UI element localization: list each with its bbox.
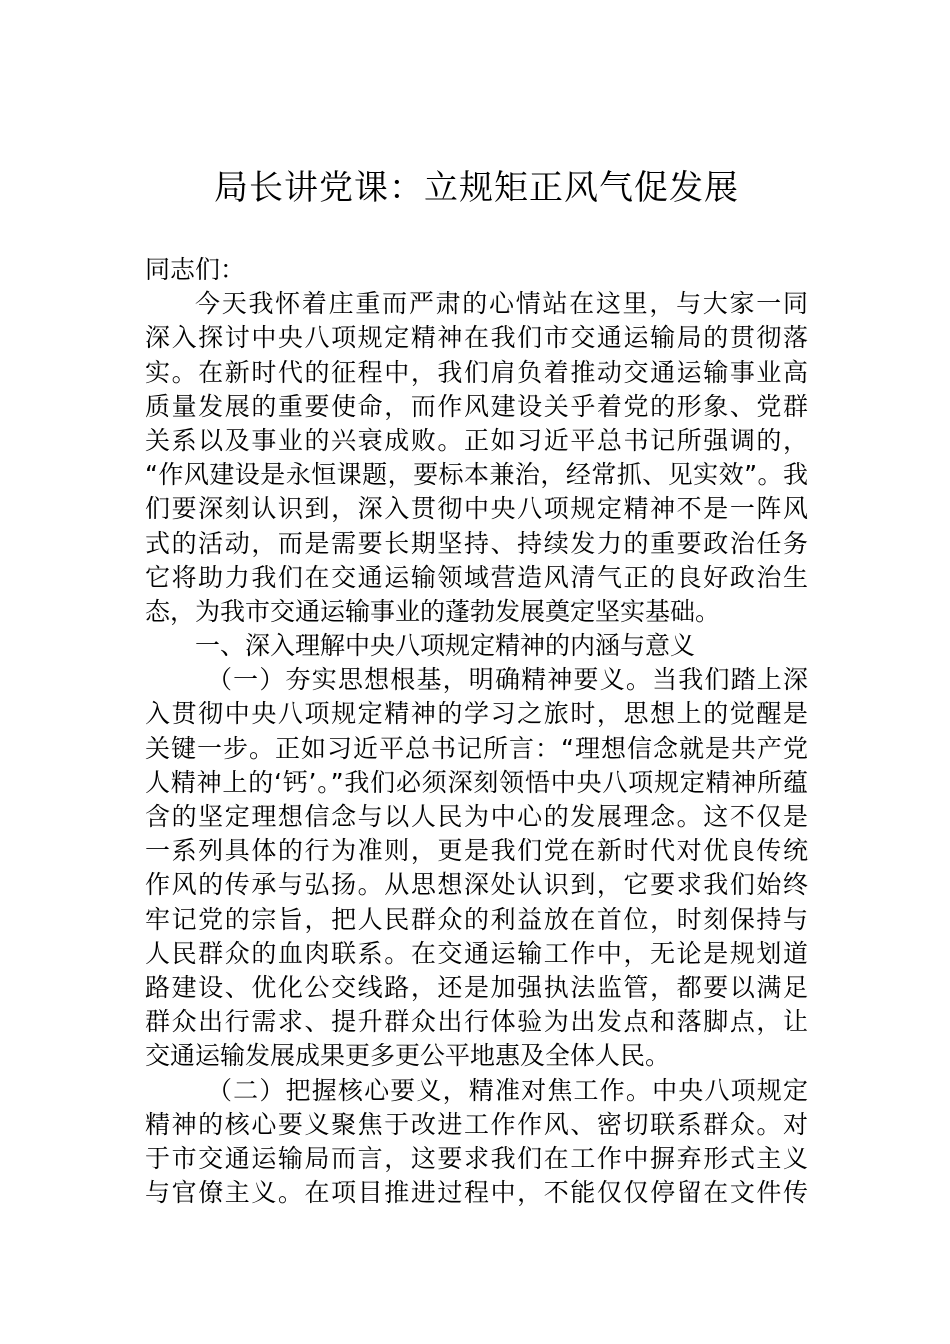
paragraph-line: 深入探讨中央八项规定精神在我们市交通运输局的贯彻落 <box>145 323 808 353</box>
paragraph-line: 人民群众的血肉联系。在交通运输工作中，无论是规划道 <box>145 938 808 968</box>
paragraph-line: 一系列具体的行为准则，更是我们党在新时代对优良传统 <box>145 836 808 866</box>
document-body <box>145 253 808 1210</box>
paragraph-line: 关系以及事业的兴衰成败。正如习近平总书记所强调的， <box>145 425 808 455</box>
paragraph-line: 于市交通运输局而言，这要求我们在工作中摒弃形式主义 <box>145 1143 808 1173</box>
document-page <box>145 0 808 1344</box>
paragraph-line: 关键一步。正如习近平总书记所言：“理想信念就是共产党 <box>145 733 808 763</box>
document-title: 局长讲党课：立规矩正风气促发展 <box>214 168 739 208</box>
paragraph-line: 它将助力我们在交通运输领域营造风清气正的良好政治生 <box>145 562 808 592</box>
paragraph-line: （二）把握核心要义，精准对焦工作。中央八项规定 <box>207 1075 808 1105</box>
paragraph-line: 一、深入理解中央八项规定精神的内涵与意义 <box>195 631 696 661</box>
paragraph-line: 实。在新时代的征程中，我们肩负着推动交通运输事业高 <box>145 357 808 387</box>
paragraph-line: 入贯彻中央八项规定精神的学习之旅时，思想上的觉醒是 <box>145 699 808 729</box>
paragraph-line: 态，为我市交通运输事业的蓬勃发展奠定坚实基础。 <box>145 596 721 626</box>
paragraph-line: 群众出行需求、提升群众出行体验为出发点和落脚点，让 <box>145 1007 808 1037</box>
paragraph-line: “作风建设是永恒课题，要标本兼治，经常抓、见实效”。我 <box>145 460 808 490</box>
paragraph-line: 们要深刻认识到，深入贯彻中央八项规定精神不是一阵风 <box>145 494 808 524</box>
paragraph-line: 精神的核心要义聚焦于改进工作作风、密切联系群众。对 <box>145 1109 808 1139</box>
paragraph-line: 式的活动，而是需要长期坚持、持续发力的重要政治任务 <box>145 528 808 558</box>
paragraph-line: 交通运输发展成果更多更公平地惠及全体人民。 <box>145 1041 671 1071</box>
paragraph-line: 作风的传承与弘扬。从思想深处认识到，它要求我们始终 <box>145 870 808 900</box>
paragraph-line: （一）夯实思想根基，明确精神要义。当我们踏上深 <box>207 665 808 695</box>
paragraph-line: 今天我怀着庄重而严肃的心情站在这里，与大家一同 <box>195 289 808 319</box>
paragraph-line: 同志们： <box>145 255 246 284</box>
paragraph-line: 质量发展的重要使命，而作风建设关乎着党的形象、党群 <box>145 391 808 421</box>
paragraph-line: 人精神上的‘钙’。”我们必须深刻领悟中央八项规定精神所蕴 <box>145 767 808 797</box>
paragraph-line: 含的坚定理想信念与以人民为中心的发展理念。这不仅是 <box>145 802 808 831</box>
paragraph-line: 与官僚主义。在项目推进过程中，不能仅仅停留在文件传 <box>145 1178 808 1208</box>
paragraph-line: 牢记党的宗旨，把人民群众的利益放在首位，时刻保持与 <box>145 904 808 934</box>
paragraph-line: 路建设、优化公交线路，还是加强执法监管，都要以满足 <box>145 972 808 1002</box>
